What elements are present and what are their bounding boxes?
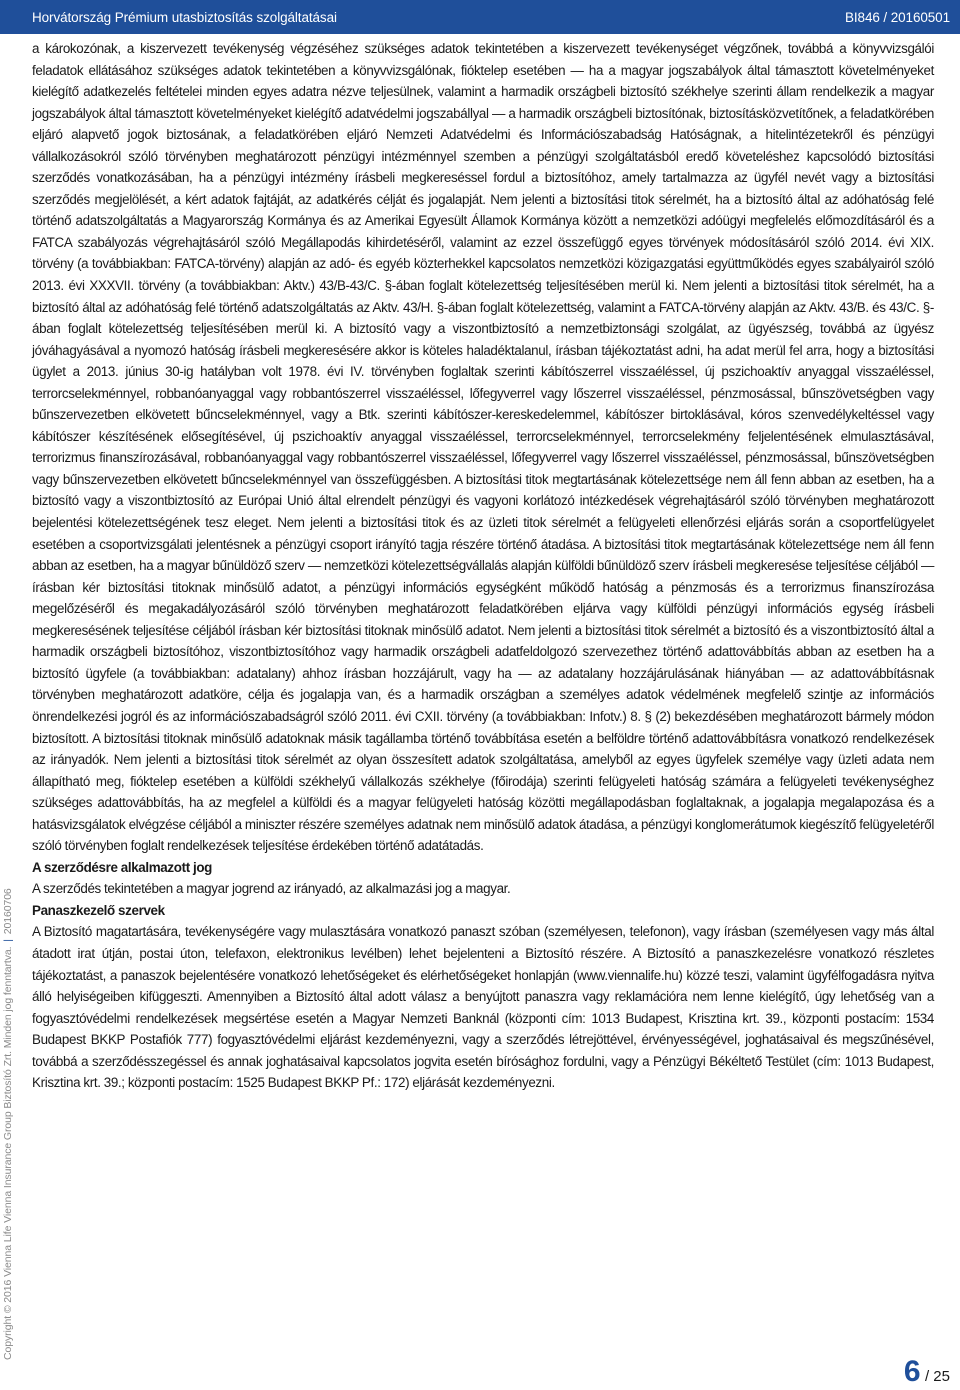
- side-copyright-note: [2, 888, 14, 1360]
- header-title: Horvátország Prémium utasbiztosítás szolgáltatásai: [32, 9, 337, 25]
- header-document-code: BI846 / 20160501: [845, 9, 950, 25]
- main-content: [32, 38, 934, 1094]
- current-page-number: 6: [903, 1355, 921, 1388]
- total-pages: / 25: [924, 1368, 950, 1385]
- copyright-code: 20160706: [2, 888, 14, 935]
- main-paragraph: a károkozónak, a kiszervezett tevékenység végzéséhez szükséges adatok tekintetében a kiszervezett tevékenységet végzőnek, továbbá a könyvvizsgálói feladatok ellátásához szükséges adatok tekintetében a könyvvizsgálónak, fióktelep esetében — ha a magyar jogszabályok által támasztott követelményeket kielégítő adatkezelés feltételei minden egyes adatra nézve teljesülnek, valamint a harmadik országbeli biztosító székhelye szerinti állam rendelkezik a magyar jogszabályok által támasztott követelményeket kielégítő adatvédelmi jogszabállyal — a harmadik országbeli biztosítónak, biztosításközvetítőnek, a feladatkörében eljáró alapvető jogok biztosának, a feladatkörében eljáró Nemzeti Adatvédelmi és Információszabadság Hatóságnak, a hitelintézetekről és pénzügyi vállalkozásokról szóló törvényben meghatározott pénzügyi intézménnyel szemben a pénzügyi szolgáltatásból eredő követeléshez kapcsolódó biztosítási szerződés vonatkozásában, ha a pénzügyi intézmény írásbeli megkereséssel fordul a biztosítóhoz, amely tartalmazza az ügyfél nevét vagy a biztosítási szerződés megjelölését, a kért adatok fajtáját, az adatkérés célját és jogalapját. Nem jelenti a biztosítási titok sérelmét, ha a biztosító által az adóhatóság felé történő adatszolgáltatás a Magyarország Kormánya és az Amerikai Egyesült Államok Kormánya között a nemzetközi adóügyi megfelelés előmozdításáról és a FATCA szabályozás végrehajtásáról szóló Megállapodás kihirdetéséről, valamint az ezzel összefüggő egyes törvények módosításáról szóló 2014. évi XIX. törvény (a továbbiakban: FATCA-törvény) alapján az adó- és egyéb közterhekkel kapcsolatos nemzetközi közigazgatási együttműködés egyes szabályairól szóló 2013. évi XXXVII. törvény (a továbbiakban: Aktv.) 43/B-43/C. §-ában foglalt kötelezettség teljesítésében merül ki. Nem jelenti a biztosítási titok sérelmét, ha a biztosító által az adóhatóság felé történő adatszolgáltatás az Aktv. 43/H. §-ában foglalt kötelezettség, valamint a FATCA-törvény alapján az Aktv. 43/B. és 43/C. §-ában foglalt kötelezettség teljesítésében merül ki. A biztosító vagy a viszontbiztosító a nemzetbiztonsági szolgálat, az ügyészség, továbbá az ügyész jóváhagyásával a nyomozó hatóság írásbeli megkeresésére akkor is köteles haladéktalanul, írásban tájékoztatást adni, ha adat merül fel arra, hogy a biztosítási ügylet a 2013. június 30-ig hatályban volt 1978. évi IV. törvényben foglaltak szerinti kábítószerrel visszaéléssel, új pszichoaktív anyaggal visszaéléssel, terrorcselekménnyel, robbanóanyaggal vagy robbantószerrel visszaéléssel, lőfegyverrel vagy lőszerrel visszaéléssel, pénzmosással, bűnszövetségben vagy bűnszervezetben elkövetett bűncselekménnyel, vagy a Btk. szerinti kábítószer-kereskedelemmel, kábítószer birtoklásával, kóros szenvedélykeltéssel vagy kábítószer készítésének elősegítésével, új pszichoaktív anyaggal visszaéléssel, terrorcselekménnyel, terrorcselekmény feljelentésének elmulasztásával, terrorizmus finanszírozásával, robbanóanyaggal vagy robbantószerrel visszaéléssel, lőfegyverrel vagy lőszerrel visszaéléssel, pénzmosással, bűnszövetségben vagy bűnszervezetben elkövetett bűncselekménnyel van összefüggésben. A biztosítási titok megtartásának kötelezettsége nem áll fenn abban az esetben, ha a biztosító vagy a viszontbiztosító az Európai Unió által elrendelt pénzügyi és vagyoni korlátozó intézkedések végrehajtásáról szóló törvényben meghatározott bejelentési kötelezettségének tesz eleget. Nem jelenti a biztosítási titok és az üzleti titok sérelmét a felügyeleti ellenőrzési eljárás során a csoportfelügyelet esetében a csoportvizsgálati jelentésnek a pénzügyi csoport irányító tagja részére történő átadása. A biztosítási titok megtartásának kötelezettsége nem áll fenn abban az esetben, ha a magyar bűnüldöző szerv — nemzetközi kötelezettségvállalás alapján külföldi bűnüldöző szerv írásbeli megkeresése teljesítése céljából — írásban kér biztosítási titoknak minősülő adatot, a pénzügyi információs egységként működő hatóság a pénzmosás és a terrorizmus finanszírozása megelőzéséről és megakadályozásáról szóló törvényben meghatározott feladatkörében eljárva vagy külföldi pénzügyi információs egység írásbeli megkeresésének teljesítése céljából írásban kér biztosítási titoknak minősülő adatot. Nem jelenti a biztosítási titok sérelmét a biztosító és a viszontbiztosító által a harmadik országbeli biztosítóhoz, viszontbiztosítóhoz vagy harmadik országbeli adatfeldolgozó szervezethez történő adattovábbítás abban az esetben ha a biztosító ügyfele (a továbbiakban: adatalany) ahhoz írásban hozzájárult, vagy ha — az adatalany hozzájárulásának hiányában — az adattovábbításnak törvényben meghatározott adatköre, célja és jogalapja van, és a harmadik országban a személyes adatok védelmének megfelelő szintje az információs önrendelkezési jogról és az információszabadságról szóló 2011. évi CXII. törvény (a továbbiakban: Infotv.) 8. § (2) bekezdésében meghatározott bármely módon biztosított. A biztosítási titoknak minősülő adatoknak másik tagállamba történő továbbítása esetén a belföldre történő adattovábbításra vonatkozó rendelkezések az irányadók. Nem jelenti a biztosítási titok sérelmét az olyan összesített adatok szolgáltatása, amelyből az egyes ügyfelek személye vagy üzleti adata nem állapítható meg, fióktelep esetében a külföldi székhelyű vállalkozás székhelye (főirodája) szerinti felügyeleti hatóság számára a felügyeleti tevékenységhez szükséges adattovábbítás, ha az megfelel a külföldi és a magyar felügyeleti hatóság közötti megállapodásban foglaltaknak, a jogalapja megalapozása és a hatásvizsgálatok elvégzése céljából a miniszter részére személyes adatnak nem minősülő adatok átadása, a pénzügyi konglomerátumok kiegészítő felügyeletéről szóló törvényben foglalt rendelkezések teljesítése érdekében történő adatátadás.: [32, 41, 934, 854]
- copyright-text: Copyright © 2016 Vienna Life Vienna Insurance Group Biztosító Zrt. Minden jog fenntartva.: [2, 946, 14, 1360]
- section-heading-applicable-law: A szerződésre alkalmazott jog: [32, 859, 213, 875]
- copyright-separator: |: [2, 939, 14, 942]
- page-number: [904, 1355, 950, 1389]
- section-text-applicable-law: A szerződés tekintetében a magyar jogrend az irányadó, az alkalmazási jog a magyar.: [32, 881, 511, 897]
- section-text-complaint-handling: A Biztosító magatartására, tevékenységére vagy mulasztására vonatkozó panaszt szóban (személyesen, telefonon), vagy írásban (személyesen vagy más által átadott irat útján, postai úton, telefaxon, elektronikus levélben) lehet bejelenteni a Biztosító részére. A Biztosító a panaszkezelésre vonatkozó részletes tájékoztatást, a panaszok bejelentésére vonatkozó lehetőségeket és elérhetőségeket honlapján (www.viennalife.hu) közzé teszi, valamint ügyfélfogadásra nyitva álló helyiségeiben kifüggeszti. Amennyiben a Biztosító által adott válasz a benyújtott panaszra vagy reklamációra nem lenne kielégítő, úgy lehetőség van a fogyasztóvédelmi rendelkezések megsértése esetén a Magyar Nemzeti Banknál (központi cím: 1013 Budapest, Krisztina krt. 39., központi postacím: 1534 Budapest BKKP Postafiók 777) fogyasztóvédelmi eljárást kezdeményezni, vagy a szerződés létrejöttével, érvényességével, joghatásaival és megszűnésével, továbbá a szerződésszegéssel és annak joghatásaival kapcsolatos jogvita esetén bírósághoz fordulni, vagy a Pénzügyi Békéltető Testület (cím: 1013 Budapest, Krisztina krt. 39.; központi postacím: 1525 Budapest BKKP Pf.: 172) eljárását kezdeményezni.: [32, 924, 934, 1091]
- section-heading-complaint-handling: Panaszkezelő szervek: [32, 902, 165, 918]
- document-header-bar: [0, 0, 960, 34]
